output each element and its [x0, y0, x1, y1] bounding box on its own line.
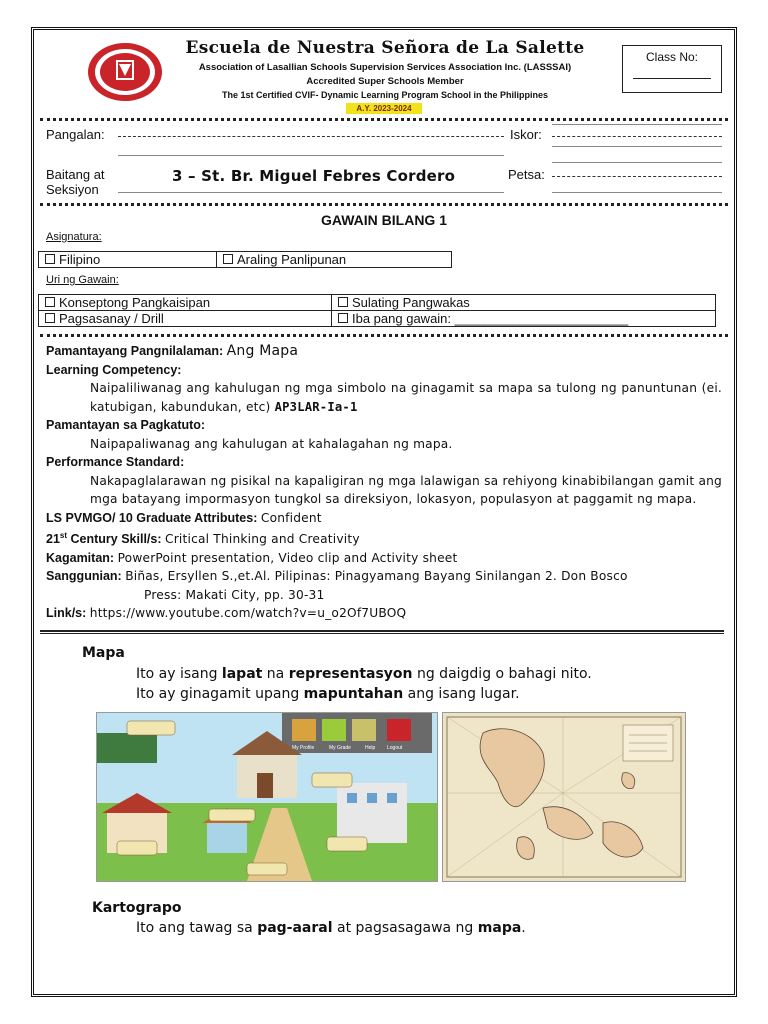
- menu-my-profile: My Profile: [292, 745, 315, 751]
- uri-label: Uri ng Gawain:: [46, 274, 119, 286]
- option-iba-pang-gawain[interactable]: Iba pang gawain: ________________________: [332, 311, 716, 327]
- school-name: Escuela de Nuestra Señora de La Salette: [185, 38, 585, 58]
- checkbox-icon[interactable]: [45, 254, 55, 264]
- iskor-top-line: [552, 124, 722, 125]
- seksiyon-label: Seksiyon: [46, 182, 99, 197]
- academic-year-badge: A.Y. 2023-2024: [346, 103, 422, 114]
- section-divider: [40, 633, 724, 634]
- petsa-line-2: [552, 192, 722, 193]
- town-map-illustration: [96, 712, 438, 882]
- class-number-box[interactable]: [622, 45, 722, 93]
- kartograpo-definition: Ito ang tawag sa pag-aaral at pagsasagawa ng mapa.: [136, 920, 526, 936]
- option-konseptong-pangkaisipan[interactable]: Konseptong Pangkaisipan: [39, 295, 332, 311]
- menu-help: Help: [365, 745, 376, 751]
- checkbox-icon[interactable]: [45, 297, 55, 307]
- menu-logout: Logout: [387, 745, 403, 751]
- pamantayan-pagkatuto-label: Pamantayan sa Pagkatuto:: [46, 418, 206, 432]
- association-line: Association of Lasallian Schools Supervision Services Association Inc. (LASSSAI): [198, 62, 572, 73]
- asignatura-label: Asignatura:: [46, 231, 102, 243]
- pamantayang-pangnilalaman: Pamantayang Pangnilalaman: Ang Mapa: [46, 343, 299, 359]
- checkbox-icon[interactable]: [223, 254, 233, 264]
- section-divider: [40, 630, 724, 632]
- kagamitan: Kagamitan: PowerPoint presentation, Video clip and Activity sheet: [46, 550, 458, 565]
- performance-standard-text: Nakapaglalarawan ng pisikal na kapaligiran ng mga lalawigan sa rehiyong kinabibilangan gamit ang mga batayang impormasyon tungkol sa direksiyon, lokasyon, populasyon at paggamit ng mapa.: [90, 473, 722, 506]
- standards-section: [46, 342, 722, 623]
- baitang-label: Baitang at: [46, 167, 105, 182]
- seksiyon-line: [118, 192, 504, 193]
- school-seal-icon: [86, 42, 164, 102]
- checkbox-icon[interactable]: [338, 313, 348, 323]
- old-map-illustration: [442, 712, 686, 882]
- kartograpo-heading: Kartograpo: [92, 900, 182, 916]
- graduate-attributes: LS PVMGO/ 10 Graduate Attributes: Confident: [46, 510, 322, 525]
- philippine-map-icon: [443, 713, 685, 881]
- uri-options: [38, 294, 716, 327]
- pangalan-label: Pangalan:: [46, 127, 105, 142]
- class-no-label: Class No:: [645, 50, 698, 64]
- mapa-heading: Mapa: [82, 645, 125, 661]
- asignatura-options: [38, 251, 452, 268]
- option-filipino[interactable]: Filipino: [39, 252, 217, 268]
- option-sulating-pangwakas[interactable]: Sulating Pangwakas: [332, 295, 716, 311]
- iskor-label: Iskor:: [510, 127, 542, 142]
- iskor-field[interactable]: [552, 136, 722, 137]
- menu-my-grade: My Grade: [329, 745, 351, 751]
- option-pagsasanay-drill[interactable]: Pagsasanay / Drill: [39, 311, 332, 327]
- accreditation-line: Accredited Super Schools Member: [306, 76, 464, 87]
- pangalan-field[interactable]: [118, 136, 504, 137]
- learning-competency-text: Naipaliliwanag ang kahulugan ng mga simbolo na ginagamit sa mapa sa tulong ng panuntunan (ei. katubigan, kabundukan, etc) AP3LAR-Ia-1: [90, 381, 722, 414]
- pangalan-line-2: [118, 155, 504, 156]
- seksiyon-value[interactable]: 3 – St. Br. Miguel Febres Cordero: [172, 167, 456, 185]
- activity-title: GAWAIN BILANG 1: [320, 212, 447, 228]
- option-araling-panlipunan[interactable]: Araling Panlipunan: [217, 252, 452, 268]
- checkbox-icon[interactable]: [338, 297, 348, 307]
- iskor-line-2: [552, 146, 722, 147]
- checkbox-icon[interactable]: [45, 313, 55, 323]
- divider: [40, 334, 728, 337]
- mapa-definition: Ito ay isang lapat na representasyon ng daigdig o bahagi nito.: [136, 666, 592, 682]
- divider: [40, 118, 728, 121]
- sanggunian-cont: Press: Makati City, pp. 30-31: [144, 587, 325, 602]
- century-skills: 21st Century Skill/s: Critical Thinking and Creativity: [46, 531, 360, 547]
- iskor-line-3: [552, 162, 722, 163]
- petsa-label: Petsa:: [508, 167, 545, 182]
- mapa-usage: Ito ay ginagamit upang mapuntahan ang isang lugar.: [136, 686, 520, 702]
- town-illustration-icon: [97, 713, 437, 881]
- pamantayan-pagkatuto-text: Naipapaliwanag ang kahulugan at kahalagahan ng mapa.: [90, 436, 453, 451]
- youtube-link[interactable]: https://www.youtube.com/watch?v=u_o2Of7UBOQ: [89, 606, 407, 621]
- class-no-line: [633, 78, 711, 79]
- certification-line: The 1st Certified CVIF- Dynamic Learning Program School in the Philippines: [221, 90, 549, 100]
- sanggunian: Sanggunian: Biñas, Ersyllen S.,et.Al. Pilipinas: Pinagyamang Bayang Sinilangan 2. Don Bosco: [46, 569, 628, 584]
- learning-competency-label: Learning Competency:: [46, 362, 182, 377]
- performance-standard-label: Performance Standard:: [46, 455, 185, 469]
- petsa-field[interactable]: [552, 176, 722, 177]
- links: Link/s: https://www.youtube.com/watch?v=u_o2Of7UBOQ: [46, 606, 407, 621]
- divider: [40, 203, 728, 206]
